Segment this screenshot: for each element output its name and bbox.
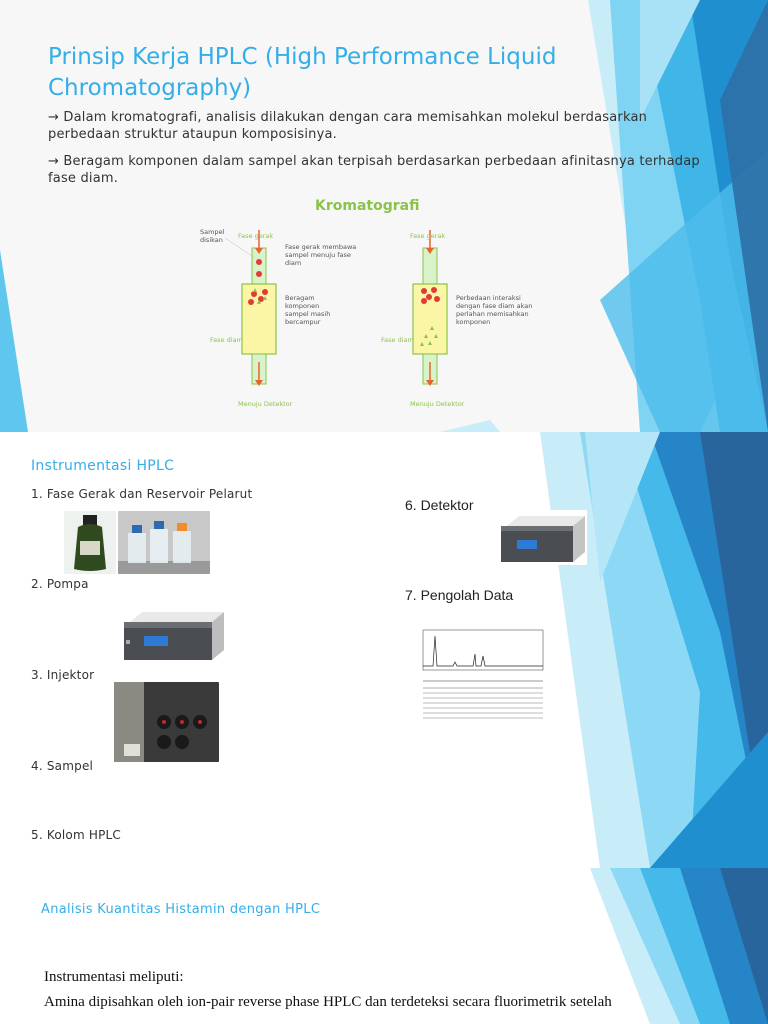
annotation-carry: Fase gerak membawa sampel menuju fase diam <box>285 243 357 267</box>
list-item: 6. Detektor <box>405 497 474 513</box>
reservoir-bottle-photo <box>64 511 116 574</box>
stationary-phase-label-right: Fase diam <box>381 336 414 344</box>
list-item: 7. Pengolah Data <box>405 587 514 603</box>
list-item: 4. Sampel <box>31 759 94 773</box>
bullet-text: → Dalam kromatografi, analisis dilakukan dengan cara memisahkan molekul berdasarkan perbedaan struktur ataupun komposisinya. <box>48 110 648 142</box>
data-processing-chromatogram <box>413 626 553 728</box>
pump-photo <box>116 600 228 670</box>
bullet-text: → Beragam komponen dalam sampel akan terpisah berdasarkan perbedaan afinitasnya terhadap fase diam. <box>48 154 700 186</box>
sample-label: Sampel disikan <box>200 228 225 244</box>
list-item: 2. Pompa <box>31 577 89 591</box>
annotation-separate: Perbedaan interaksi dengan fase diam akan perlahan memisahkan komponen <box>456 294 533 326</box>
list-item: 1. Fase Gerak dan Reservoir Pelarut <box>31 487 253 501</box>
annotation-mixed: Beragam komponen sampel masih bercampur <box>285 294 331 326</box>
diagram-title: Kromatografi <box>315 198 420 214</box>
slide-instrumentasi <box>0 432 768 868</box>
body-text: Amina dipisahkan oleh ion-pair reverse phase HPLC dan terdeteksi secara fluorimetrik setelah <box>44 994 612 1010</box>
slide-analisis-kuantitas <box>0 868 768 1024</box>
body-text: Instrumentasi meliputi: <box>44 969 184 985</box>
section-title: Instrumentasi HPLC <box>31 458 175 474</box>
mobile-phase-label-right: Fase gerak <box>410 232 446 240</box>
list-item: 5. Kolom HPLC <box>31 828 121 842</box>
detector-photo <box>497 510 587 565</box>
mobile-phase-label-left: Fase gerak <box>238 232 274 240</box>
section-title: Analisis Kuantitas Histamin dengan HPLC <box>41 902 321 917</box>
column-left <box>242 284 276 354</box>
list-item: 3. Injektor <box>31 668 95 682</box>
solvent-bottles-photo <box>118 511 210 574</box>
slide-prinsip-kerja <box>0 0 768 432</box>
injector-photo <box>114 682 219 762</box>
detector-label-left: Menuju Detektor <box>238 400 293 408</box>
detector-label-right: Menuju Detektor <box>410 400 465 408</box>
page-title: Prinsip Kerja HPLC (High Performance Liquid Chromatography) <box>48 44 557 101</box>
stationary-phase-label-left: Fase diam <box>210 336 243 344</box>
